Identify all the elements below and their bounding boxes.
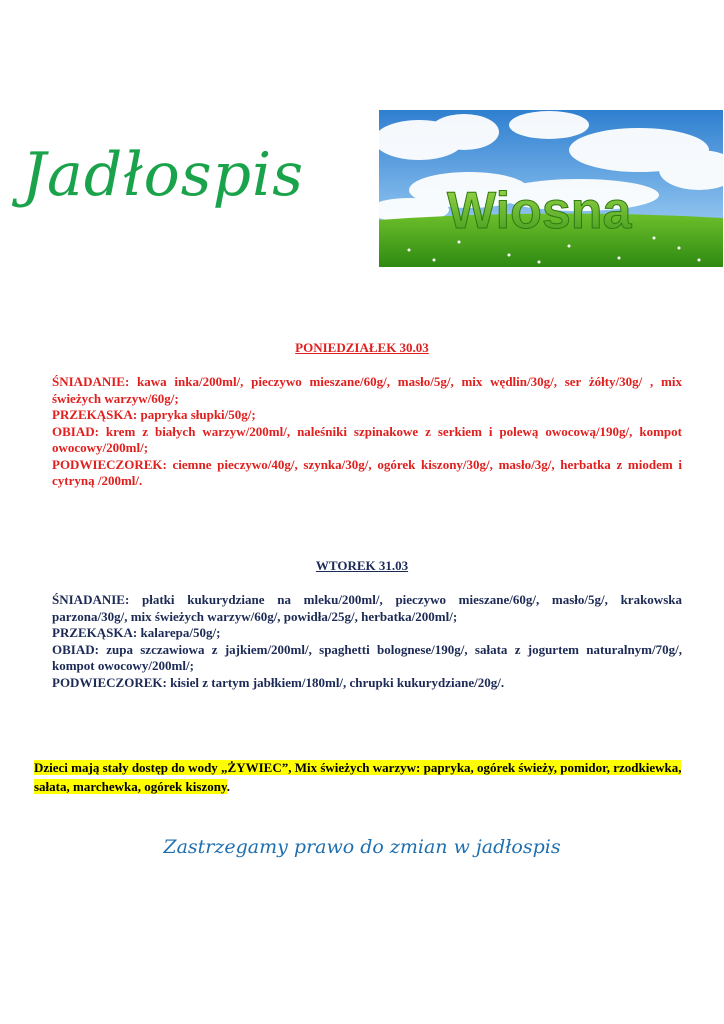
meal-label: PODWIECZOREK: [52, 456, 167, 472]
page-title: Jadłospis [22, 140, 304, 210]
meal-text: ciemne pieczywo/40g/, szynka/30g/, ogórek kiszony/30g/, masło/3g/, herbatka z miodem i cytryną /200ml/. [52, 456, 682, 488]
note-tail: . [226, 779, 230, 794]
tuesday-lunch [52, 642, 682, 675]
meal-label: PRZEKĄSKA: [52, 407, 138, 422]
meal-text: kisiel z tartym jabłkiem/180ml/, chrupki kukurydziane/20g/. [166, 674, 505, 690]
tuesday-snack [52, 625, 682, 642]
monday-menu [52, 374, 682, 490]
meal-label: PODWIECZOREK: [52, 674, 167, 690]
tuesday-breakfast [52, 592, 682, 625]
water-note [34, 758, 699, 796]
tuesday-heading: WTOREK 31.03 [315, 558, 409, 573]
meal-label: ŚNIADANIE: [52, 592, 130, 607]
meal-label: ŚNIADANIE: [52, 374, 130, 389]
monday-snack [52, 407, 682, 424]
banner-word: Wiosna [447, 182, 632, 240]
meal-label: PRZEKĄSKA: [52, 625, 138, 640]
meal-text: zupa szczawiowa z jajkiem/200ml/, spaghetti bolognese/190g/, sałata z jogurtem naturalnym/70g/, kompot owocowy/200ml/; [52, 641, 682, 673]
monday-heading: PONIEDZIAŁEK 30.03 [295, 340, 429, 355]
meal-label: OBIAD: [52, 423, 99, 439]
tuesday-afternoon-snack [52, 675, 682, 692]
meal-text: papryka słupki/50g/; [137, 407, 256, 422]
tuesday-menu [52, 592, 682, 691]
monday-afternoon-snack [52, 457, 682, 490]
meal-text: płatki kukurydziane na mleku/200ml/, pieczywo mieszane/60g/, masło/5g/, krakowska parzona/30g/, mix świeżych warzyw/60g/, powidła/25g/, herbatka/200ml/; [52, 592, 682, 624]
spring-banner-image [379, 110, 723, 267]
highlighted-note-text: Dzieci mają stały dostęp do wody „ŻYWIEC”, Mix świeżych warzyw: papryka, ogórek świeży, pomidor, rzodkiewka, sałata, marchewka, ogórek kiszony [34, 760, 682, 794]
meal-text: krem z białych warzyw/200ml/, naleśniki szpinakowe z serkiem i polewą owocową/190g/, kompot owocowy/200ml/; [52, 423, 682, 455]
spring-banner-graphic [379, 110, 723, 267]
meal-text: kawa inka/200ml/, pieczywo mieszane/60g/, masło/5g/, mix wędlin/30g/, ser żółty/30g/ , mix świeżych warzyw/60g/; [52, 374, 682, 406]
meal-text: kalarepa/50g/; [137, 625, 221, 640]
monday-breakfast [52, 374, 682, 407]
monday-lunch [52, 424, 682, 457]
meal-label: OBIAD: [52, 641, 99, 657]
menu-change-disclaimer: Zastrzegamy prawo do zmian w jadłospis [163, 836, 561, 858]
